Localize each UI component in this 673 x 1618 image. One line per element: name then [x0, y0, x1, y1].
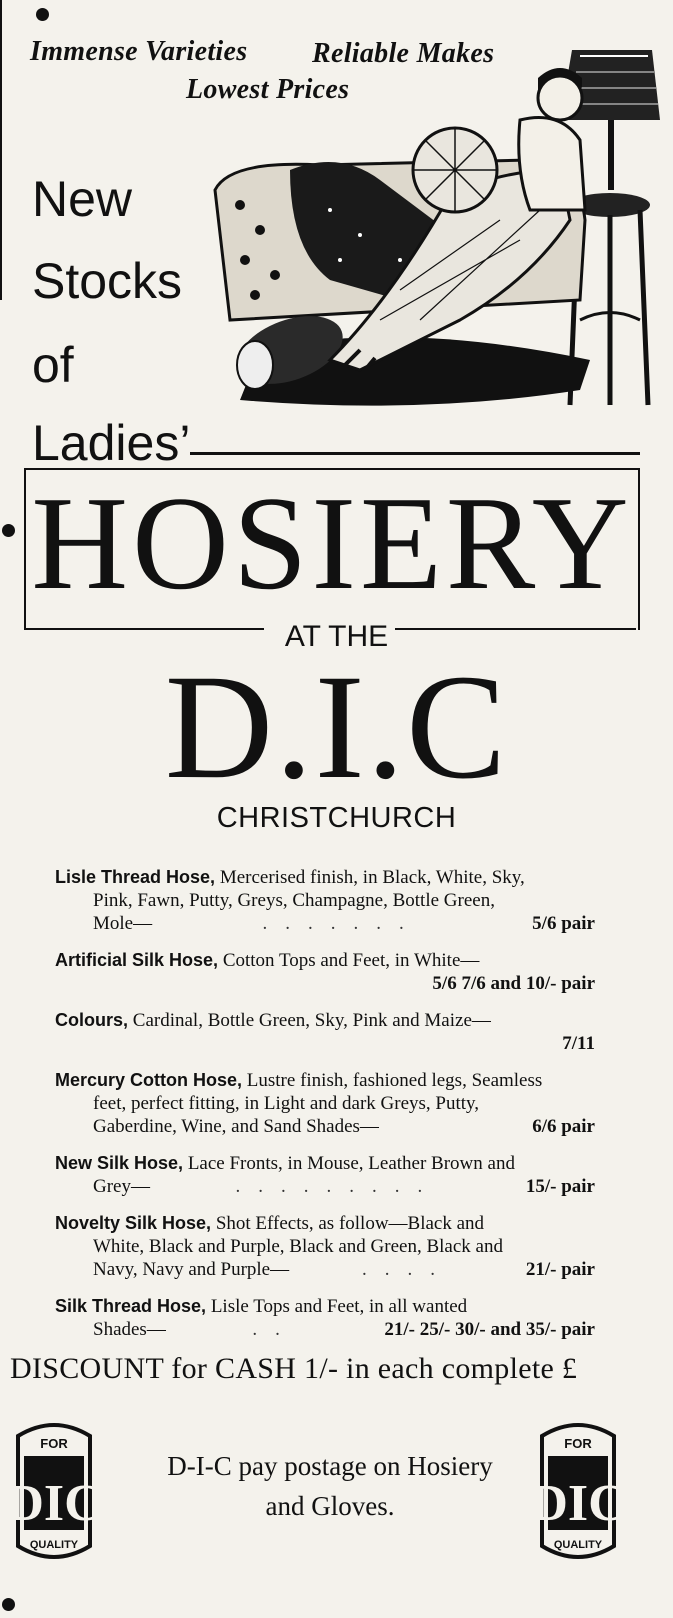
product-new-silk-hose	[55, 1152, 595, 1198]
dic-badge-icon	[530, 1418, 626, 1568]
product-name: New Silk Hose,	[55, 1153, 184, 1173]
product-price: 6/6 pair	[532, 1116, 595, 1137]
postage-notice	[120, 1446, 540, 1526]
product-price: 21/- pair	[525, 1259, 595, 1280]
city-name: CHRISTCHURCH	[216, 802, 457, 834]
product-desc-cont: feet, perfect fitting, in Light and dark Greys, Putty,	[93, 1093, 480, 1114]
product-name: Novelty Silk Hose,	[55, 1213, 212, 1233]
headline-new: New	[32, 171, 133, 227]
product-colours	[55, 1009, 595, 1055]
postage-line-2: and Gloves.	[265, 1491, 395, 1521]
product-desc: Mercerised finish, in Black, White, Sky,	[219, 867, 525, 888]
product-mercury-cotton-hose	[55, 1069, 595, 1138]
product-artificial-silk-hose	[55, 949, 595, 995]
badge-bottom-text: QUALITY	[29, 1539, 79, 1551]
product-list	[55, 866, 595, 1355]
store-name: D.I.C	[164, 644, 509, 810]
headline-ladies: Ladies’	[32, 415, 191, 471]
product-desc-cont: Pink, Fawn, Putty, Greys, Champagne, Bottle Green,	[93, 890, 495, 911]
product-name: Silk Thread Hose,	[55, 1296, 207, 1316]
left-edge-rule	[0, 0, 2, 300]
product-novelty-silk-hose	[55, 1212, 595, 1281]
product-price: 5/6 pair	[532, 913, 595, 934]
tagline-prices: Lowest Prices	[186, 74, 350, 105]
product-name: Lisle Thread Hose,	[55, 867, 216, 887]
hosiery-frame	[24, 468, 640, 630]
headline-stocks: Stocks	[32, 253, 183, 309]
leader-dots: .......	[262, 913, 422, 934]
badge-top-text: FOR	[564, 1436, 592, 1451]
cash-discount-notice: DISCOUNT for CASH 1/- in each complete £	[10, 1352, 578, 1385]
product-price: 15/- pair	[525, 1176, 595, 1197]
print-speck	[36, 8, 49, 21]
product-desc-end: Shades—	[93, 1319, 166, 1340]
product-price: 7/11	[562, 1033, 595, 1054]
tagline-makes: Reliable Makes	[312, 38, 495, 69]
leader-dots: ..	[252, 1319, 298, 1340]
product-silk-thread-hose	[55, 1295, 595, 1341]
dic-quality-badge-right	[530, 1418, 626, 1568]
dic-quality-badge-left	[6, 1418, 102, 1568]
badge-top-text: FOR	[40, 1436, 68, 1451]
product-lisle-thread-hose	[55, 866, 595, 935]
at-the-label: AT THE	[284, 620, 389, 653]
lady-on-sofa-illustration	[200, 20, 660, 415]
product-desc-end: Gaberdine, Wine, and Sand Shades—	[93, 1116, 379, 1137]
tagline-varieties: Immense Varieties	[30, 36, 248, 67]
product-desc-end: Navy, Navy and Purple—	[93, 1259, 290, 1280]
badge-mid-text: DIC	[530, 1475, 626, 1532]
product-desc: Shot Effects, as follow—Black and	[215, 1213, 485, 1234]
headline-rule	[190, 452, 640, 455]
leader-dots: .........	[235, 1176, 441, 1197]
headline-of: of	[32, 337, 74, 393]
hosiery-heading: HOSIERY	[31, 469, 633, 617]
badge-mid-text: DIC	[6, 1475, 102, 1532]
product-desc: Cardinal, Bottle Green, Sky, Pink and Maize—	[132, 1010, 491, 1031]
product-desc: Lisle Tops and Feet, in all wanted	[210, 1296, 468, 1317]
product-desc-cont: White, Black and Purple, Black and Green, Black and	[93, 1236, 503, 1257]
product-name: Mercury Cotton Hose,	[55, 1070, 243, 1090]
postage-line-1: D-I-C pay postage on Hosiery	[167, 1451, 493, 1481]
product-name: Artificial Silk Hose,	[55, 950, 219, 970]
leader-dots: ....	[361, 1259, 453, 1280]
dic-badge-icon	[6, 1418, 102, 1568]
product-desc: Lustre finish, fashioned legs, Seamless	[246, 1070, 543, 1091]
product-price: 5/6 7/6 and 10/- pair	[432, 973, 595, 994]
product-desc: Cotton Tops and Feet, in White—	[222, 950, 480, 971]
product-price: 21/- 25/- 30/- and 35/- pair	[384, 1319, 595, 1340]
product-desc-end: Mole—	[93, 913, 153, 934]
product-desc: Lace Fronts, in Mouse, Leather Brown and	[187, 1153, 515, 1174]
print-speck	[2, 524, 15, 537]
product-name: Colours,	[55, 1010, 129, 1030]
print-speck	[2, 1598, 15, 1611]
product-desc-end: Grey—	[93, 1176, 150, 1197]
badge-bottom-text: QUALITY	[553, 1539, 603, 1551]
